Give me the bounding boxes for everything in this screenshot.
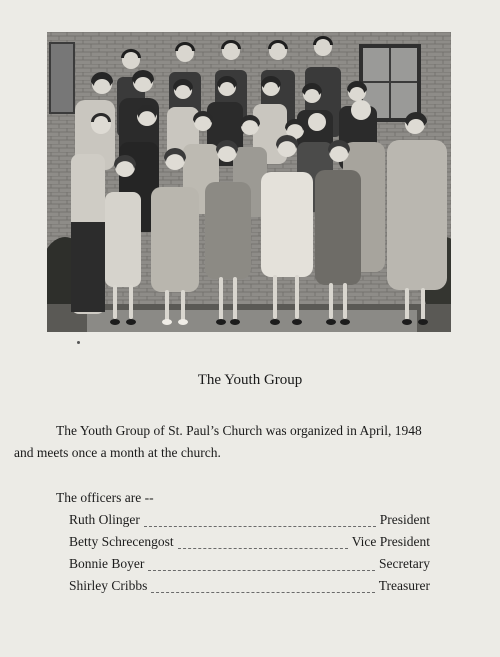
officer-row [69,556,430,576]
intro-paragraph [14,420,494,464]
officer-row [69,512,430,532]
dotted-leader [144,526,376,527]
page-title: The Youth Group [197,372,303,388]
dotted-leader [151,592,374,593]
officer-row [69,534,430,554]
officer-name: Betty Schrecengost [69,534,174,549]
officer-role: Vice President [351,534,430,549]
group-photo [47,32,451,332]
group-photo-image [47,32,451,332]
officer-role: Secretary [379,556,430,571]
intro-line-2: and meets once a month at the church. [14,445,221,460]
officer-name: Bonnie Boyer [69,556,145,571]
dotted-leader [148,570,375,571]
officer-name: Ruth Olinger [69,512,140,527]
officers-heading: The officers are -- [56,490,154,505]
officer-role: President [379,512,430,527]
paper-speck [77,341,80,344]
officer-row [69,578,430,598]
intro-line-1: The Youth Group of St. Paul’s Church was organized in April, 1948 [56,423,422,438]
dotted-leader [178,548,348,549]
officer-role: Treasurer [378,578,430,593]
officer-name: Shirley Cribbs [69,578,148,593]
